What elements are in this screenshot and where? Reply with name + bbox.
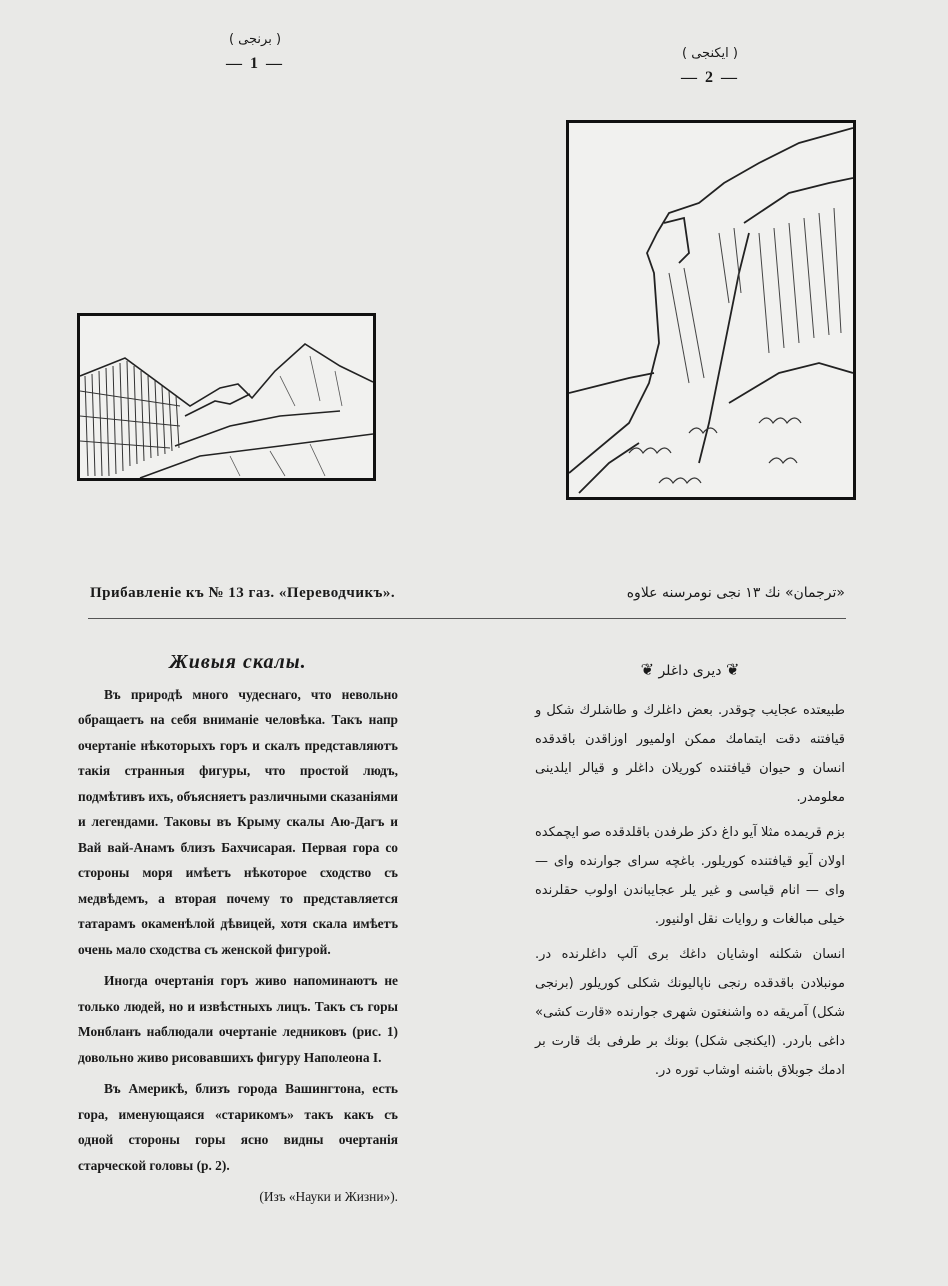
turkic-article (535, 655, 845, 1091)
turkic-article-title: دیری داغلر (658, 663, 722, 679)
russian-article (78, 650, 398, 1216)
russian-paragraph-1: Въ природѣ много чудеснаго, что невольно обращаетъ на себя вниманіе человѣка. Такъ напр очертаніе нѣкоторыхъ горъ и скалъ представляютъ такія странныя фигуры, что простой людъ, подмѣтивъ ихъ, объясняетъ различными сказаніями и легендами. Таковы въ Крыму скалы Аю-Дагъ и Вай вай-Анамъ близъ Бахчисарая. Первая гора со стороны моря имѣетъ нѣкоторое сходство съ медвѣдемъ, а вторая почему то представляется татарамъ окаменѣлой дѣвицей, хотя скала имѣетъ очень мало сходства съ женской фигурой. (78, 686, 398, 957)
header-rule (88, 618, 846, 619)
figure-1-illustration (77, 313, 376, 481)
figure-2-label-ar: ( ایکنجی ) (682, 46, 738, 61)
figure-2-label (655, 46, 765, 87)
figure-2-number: — 2 — (681, 69, 739, 86)
turkic-paragraph-3: انسان شكلنه اوشایان داغك بری آلپ داغلرنده در. مونبلادن باقدقده رنجی ناپالیونك شكلی كوریلور (برنجی شكل) آمریقه ده واشنغتون شهری جوارنده «قارت كشی» داغی باردر. (ایكنجی شكل) بونك بر طرفی بك قارت بر ادمك جوبلاق باشنه اوشاب توره در. (535, 947, 845, 1078)
mountain-sketch-1 (80, 316, 373, 478)
ornament-left-icon: ❦ (725, 660, 740, 679)
ornament-right-icon: ❦ (640, 660, 654, 679)
header-russian: Прибавленіе къ № 13 газ. «Переводчикъ». (90, 585, 396, 601)
turkic-paragraph-2: بزم قریمده مثلا آیو داغ دكز طرفدن باقلدقده صو ایچمكده اولان آیو قیافتنده كوریلور. باغچه سرای جوارنده وای — وای — انام قیاسی و غیر یلر عجایباندن اولوب حقلرنده خیلی مبالغات و روایات نقل اولنیور. (535, 825, 845, 927)
russian-paragraph-2: Иногда очертанія горъ живо напоминаютъ не только людей, но и извѣстныхъ лицъ. Такъ съ горы Монбланъ наблюдали очертаніе ледниковъ (рис. 1) довольно живо рисовавшихъ фигуру Наполеона I. (78, 973, 398, 1065)
turkic-paragraph-1: طبیعتده عجایب چوقدر. بعض داغلرك و طاشلرك شكل و قیافتنه دقت ایتمامك ممكن اولمیور اوزاقدن باقدقده انسان و حیوان قیافتنده كوریلان داغلر و قیالر ایلدینی معلومدر. (535, 703, 845, 805)
header-arabic-script: «ترجمان» نك ١٣ نجی نومرسنه علاوه (626, 585, 845, 601)
russian-article-title: Живыя скалы. (169, 651, 307, 673)
figure-1-label-ar: ( برنجی ) (228, 32, 282, 47)
figure-1-number: — 1 — (226, 55, 284, 72)
figure-2-illustration (566, 120, 856, 500)
turkic-article-heading (535, 655, 845, 686)
russian-article-source: (Изъ «Науки и Жизни»). (259, 1189, 398, 1204)
russian-paragraph-3: Въ Америкѣ, близъ города Вашингтона, есть гора, именующаяся «старикомъ» такъ какъ съ одной стороны горы ясно видны очертанія старческой головы (р. 2). (78, 1081, 398, 1173)
figure-1-label (205, 32, 305, 73)
mountain-sketch-2 (569, 123, 853, 497)
